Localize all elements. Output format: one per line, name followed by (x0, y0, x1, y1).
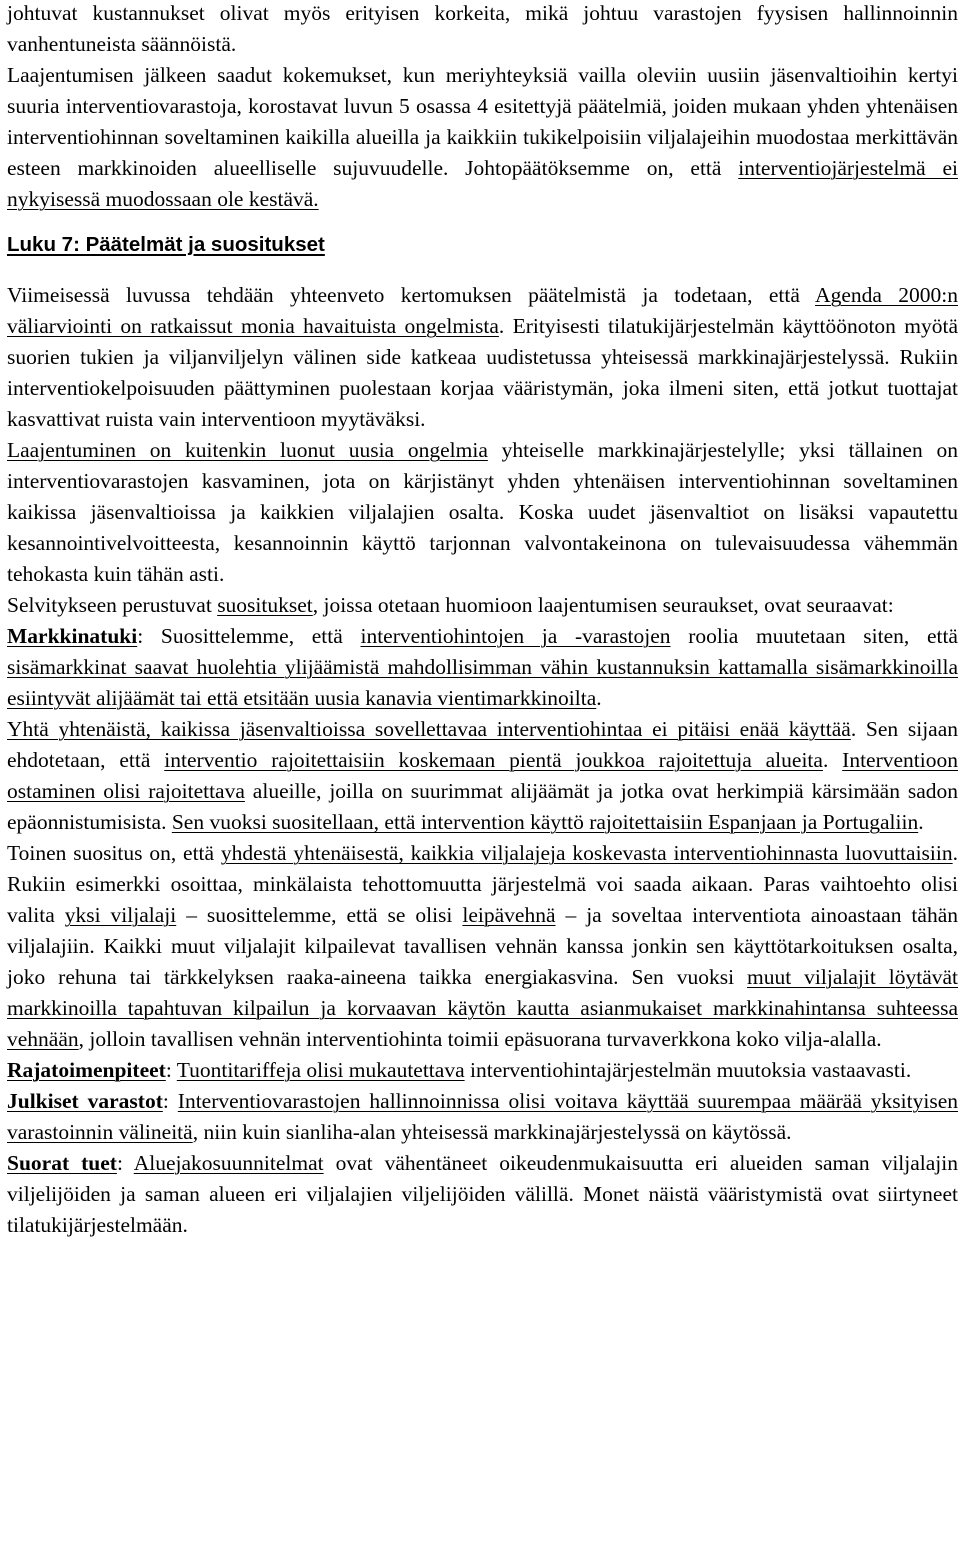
market-support-text-a: : Suosittelemme, että (137, 624, 361, 648)
recommendations-text-a: Selvitykseen perustuvat (7, 593, 218, 617)
enlargement-underlined: Laajentuminen on kuitenkin luonut uusia ongelmia (7, 438, 488, 462)
single-price-paragraph (7, 714, 958, 838)
market-support-paragraph (7, 621, 958, 714)
market-support-underlined-d: sisämarkkinat saavat huolehtia ylijäämistä mahdollisimman vähin kustannuksin kattamalla sisämarkkinoilla esiintyvät alijäämät tai että etsitään uusia kanavia vientimarkkinoilta (7, 655, 958, 710)
second-rec-underlined-b: yhdestä yhtenäisestä, kaikkia viljalajeja koskevasta interventiohinnasta luovuttaisiin (220, 841, 953, 865)
public-storage-paragraph (7, 1086, 958, 1148)
second-rec-text-g: – ja soveltaa interventiota ainoastaan tähän viljalajiin. Kaikki muut viljalajit kilpailevat tavallisen vehnän kanssa jonkin sen käyttötarkoituksen osalta, joko rehuna tai tärkkelyksen raaka-aineena taikka energiakasvina. Sen vuoksi (7, 903, 958, 989)
market-support-text-c: roolia muutetaan siten, että (670, 624, 958, 648)
single-price-underlined-e: Interventioon ostaminen olisi rajoitettava (7, 748, 958, 803)
summary-text-c: . Erityisesti tilatukijärjestelmän käyttöönoton myötä suorien tukien ja viljanviljelyn välinen side katkeaa uudistetussa yhteisessä markkinajärjestelyssä. Rukiin interventiokelpoisuuden päättyminen puolestaan korjaa vääristymän, joka ilmeni siten, että jotkut tuottajat kasvattivat ruista vain interventioon myytäväksi. (7, 314, 958, 431)
border-measures-label: Rajatoimenpiteet (7, 1058, 166, 1082)
market-support-text-e: . (596, 686, 602, 710)
public-storage-label: Julkiset varastot (7, 1089, 163, 1113)
second-recommendation-paragraph (7, 838, 958, 1055)
enlargement-text: yhteiselle markkinajärjestelylle; yksi tällainen on interventiovarastojen kasvaminen, jota on kärjistänyt yhden yhtenäisen interventiohinnan soveltaminen kaikissa jäsenvaltioissa ja kaikkien viljalajien osalta. Koska uudet jäsenvaltiot on lisäksi vapautettu kesannointivelvoitteesta, kesannoinnin käyttö tarjonnan valvontakeinona on tulevaisuudessa vähemmän tehokasta kuin tähän asti. (7, 438, 958, 586)
single-price-text-b: . Sen sijaan ehdotetaan, että (7, 717, 959, 772)
direct-support-text-c: ovat vähentäneet oikeudenmukaisuutta eri alueiden saman viljalajin viljelijöiden ja saman alueen eri viljalajien viljelijöiden välillä. Monet näistä vääristymistä ovat siirtyneet tilatukijärjestelmään. (7, 1151, 958, 1237)
border-measures-text-a: : (165, 1058, 177, 1082)
intro-text-1: johtuvat kustannukset olivat myös erityisen korkeita, mikä johtuu varastojen fyysisen hallinnoinnin vanhentuneista säännöistä. (7, 1, 958, 56)
chapter-title: Luku 7: Päätelmät ja suositukset (7, 233, 325, 256)
second-rec-text-c: . Rukiin esimerkki osoittaa, minkälaista tehottomuutta järjestelmä voi saada aikaan. Paras vaihtoehto olisi valita (7, 841, 958, 927)
second-rec-text-e: – suosittelemme, että se olisi (176, 903, 463, 927)
single-price-text-d: . (822, 748, 843, 772)
summary-text-a: Viimeisessä luvussa tehdään yhteenveto kertomuksen päätelmistä ja todetaan, että (7, 283, 816, 307)
single-price-underlined-c: interventio rajoitettaisiin koskemaan pientä joukkoa rajoitettuja alueita (164, 748, 823, 772)
intro-paragraph-1 (7, 0, 958, 60)
direct-support-text-a: : (116, 1151, 134, 1175)
single-price-underlined-g: Sen vuoksi suositellaan, että intervention käyttö rajoitettaisiin Espanjaan ja Portugaliin (171, 810, 919, 834)
recommendations-text-c: , joissa otetaan huomioon laajentumisen seuraukset, ovat seuraavat: (312, 593, 894, 617)
summary-underlined: Agenda 2000:n väliarviointi on ratkaissut monia havaituista ongelmista (7, 283, 958, 338)
second-rec-underlined-f: leipävehnä (462, 903, 556, 927)
public-storage-text-c: , niin kuin sianliha-alan yhteisessä markkinajärjestelyssä on käytössä. (192, 1120, 792, 1144)
second-rec-underlined-h: muut viljalajit löytävät markkinoilla tapahtuvan kilpailun ja korvaavan käytön kautta asianmukaiset markkinahintansa suhteessa vehnään (7, 965, 958, 1051)
direct-support-label: Suorat tuet (7, 1151, 117, 1175)
border-measures-paragraph (7, 1055, 958, 1086)
intro-text-2: Laajentumisen jälkeen saadut kokemukset, kun meriyhteyksiä vailla oleviin uusiin jäsenvaltioihin kertyi suuria interventiovarastoja, korostavat luvun 5 osassa 4 esitettyjä päätelmiä, joiden mukaan yhden yhtenäisen interventiohinnan soveltaminen kaikilla alueilla ja kaikkiin tukikelpoisiin viljalajeihin muodostaa merkittävän esteen markkinoiden alueelliselle sujuvuudelle. Johtopäätöksemme on, että (7, 63, 958, 180)
intro-conclusion-underlined: interventiojärjestelmä ei nykyisessä muodossaan ole kestävä. (7, 156, 958, 211)
summary-paragraph (7, 280, 958, 435)
intro-paragraph-2 (7, 60, 958, 215)
border-measures-text-c: interventiohintajärjestelmän muutoksia vastaavasti. (464, 1058, 912, 1082)
recommendations-underlined: suositukset (217, 593, 313, 617)
single-price-text-f: alueille, joilla on suurimmat alijäämät ja jotka ovat herkimpiä kärsimään sadon epäonnistumisista. (7, 779, 958, 834)
market-support-underlined-b: interventiohintojen ja -varastojen (360, 624, 671, 648)
second-rec-underlined-d: yksi viljalaji (64, 903, 177, 927)
direct-support-underlined: Aluejakosuunnitelmat (133, 1151, 324, 1175)
single-price-text-h: . (918, 810, 924, 834)
single-price-underlined-a: Yhtä yhtenäistä, kaikissa jäsenvaltioissa sovellettavaa interventiohintaa ei pitäisi enää käyttää (7, 717, 851, 741)
second-rec-text-a: Toinen suositus on, että (7, 841, 221, 865)
border-measures-underlined: Tuontitariffeja olisi mukautettava (176, 1058, 465, 1082)
public-storage-underlined: Interventiovarastojen hallinnoinnissa olisi voitava käyttää suurempaa määrää yksityisen varastoinnin välineitä (7, 1089, 958, 1144)
direct-support-paragraph (7, 1148, 958, 1241)
public-storage-text-a: : (162, 1089, 178, 1113)
enlargement-paragraph (7, 435, 958, 590)
market-support-label: Markkinatuki (7, 624, 138, 648)
document-page (7, 0, 958, 1241)
second-rec-text-i: , jolloin tavallisen vehnän interventiohinta toimii epäsuorana turvaverkkona koko vilja-alalla. (78, 1027, 882, 1051)
recommendations-intro (7, 590, 958, 621)
